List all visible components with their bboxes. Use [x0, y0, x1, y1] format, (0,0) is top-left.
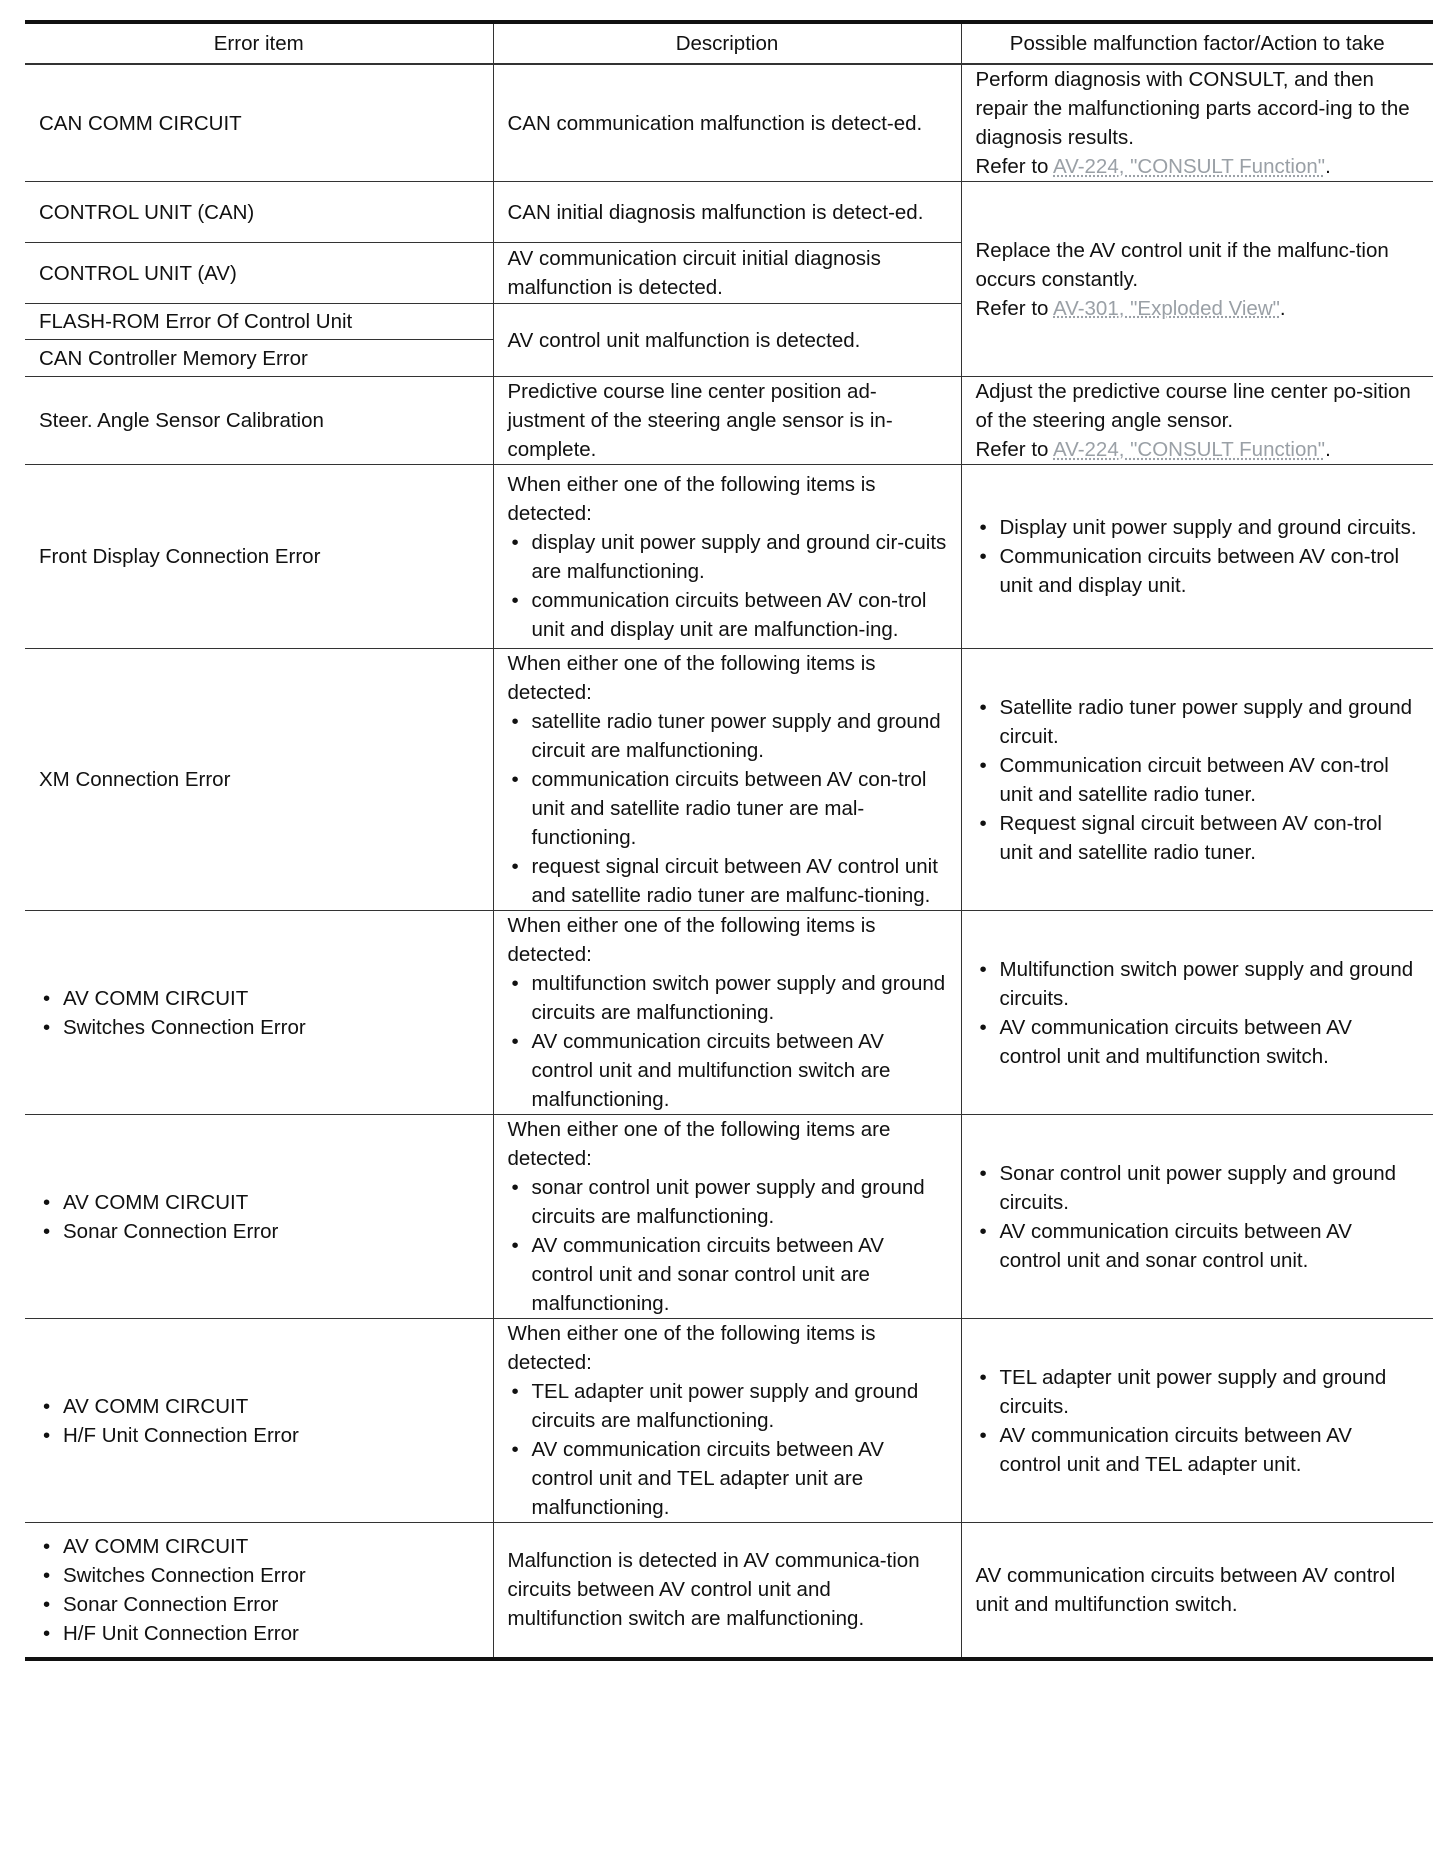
list-item: • Communication circuit between AV con-trol unit and satellite radio tuner. — [976, 751, 1420, 809]
list-item: • multifunction switch power supply and ground circuits are malfunctioning. — [508, 969, 947, 1027]
refer-to-label: Refer to — [975, 438, 1049, 461]
list-item: • AV COMM CIRCUIT — [39, 1392, 479, 1421]
list-item: • TEL adapter unit power supply and ground circuits are malfunctioning. — [508, 1377, 947, 1435]
list-item: • TEL adapter unit power supply and ground circuits. — [976, 1363, 1420, 1421]
description-cell — [493, 1319, 961, 1523]
table-row — [25, 1319, 1433, 1523]
list-item: • AV communication circuits between AV control unit and multifunction switch are malfunctioning. — [508, 1027, 947, 1114]
description-cell-shared: AV control unit malfunction is detected. — [493, 304, 961, 377]
description-intro: When either one of the following items are detected: — [507, 1118, 891, 1170]
description-cell — [493, 649, 961, 911]
list-item: • Display unit power supply and ground circuits. — [976, 513, 1420, 542]
list-item: • satellite radio tuner power supply and ground circuit are malfunctioning. — [508, 707, 947, 765]
list-item: • H/F Unit Connection Error — [39, 1619, 479, 1648]
table-row — [25, 182, 1433, 243]
description-cell: CAN communication malfunction is detect-ed. — [493, 64, 961, 182]
table-row — [25, 64, 1433, 182]
exploded-view-link[interactable]: AV-301, "Exploded View" — [1053, 296, 1280, 320]
error-item-cell — [25, 1523, 493, 1659]
consult-function-link[interactable]: AV-224, "CONSULT Function" — [1053, 155, 1326, 178]
error-item-cell — [25, 911, 493, 1115]
action-cell: AV communication circuits between AV control unit and multifunction switch. — [961, 1523, 1433, 1659]
list-item: • sonar control unit power supply and ground circuits are malfunctioning. — [508, 1173, 947, 1231]
description-cell: AV communication circuit initial diagnosis malfunction is detected. — [493, 243, 961, 304]
list-item: • AV communication circuits between AV control unit and TEL adapter unit. — [976, 1421, 1420, 1479]
action-cell — [961, 649, 1433, 911]
description-cell — [493, 465, 961, 649]
error-item-list — [39, 1532, 479, 1648]
list-item: • AV communication circuits between AV control unit and multifunction switch. — [976, 1013, 1420, 1071]
description-list — [508, 1173, 947, 1318]
list-item: • communication circuits between AV con-trol unit and satellite radio tuner are mal-functioning. — [508, 765, 947, 852]
list-item: • H/F Unit Connection Error — [39, 1421, 479, 1450]
error-item-cell — [25, 1115, 493, 1319]
action-list — [976, 1159, 1420, 1275]
table-row — [25, 1115, 1433, 1319]
action-text: Replace the AV control unit if the malfunc-tion occurs constantly. — [975, 238, 1389, 291]
error-item-cell: FLASH-ROM Error Of Control Unit — [25, 304, 493, 340]
list-item: • Request signal circuit between AV con-trol unit and satellite radio tuner. — [976, 809, 1420, 867]
refer-to-label: Refer to — [975, 155, 1049, 178]
action-cell — [961, 911, 1433, 1115]
description-intro: When either one of the following items is detected: — [507, 1322, 876, 1374]
action-list — [976, 955, 1420, 1071]
action-cell: Perform diagnosis with CONSULT, and then repair the malfunctioning parts accord-ing to the diagnosis results. Refer to AV-224, "CONSULT Function". — [961, 64, 1433, 182]
description-cell — [493, 911, 961, 1115]
list-item: • Switches Connection Error — [39, 1013, 479, 1042]
description-intro: When either one of the following items is detected: — [507, 652, 876, 704]
description-list — [508, 528, 947, 644]
error-table-document — [25, 20, 1433, 1661]
list-item: • display unit power supply and ground cir-cuits are malfunctioning. — [508, 528, 947, 586]
action-cell — [961, 465, 1433, 649]
refer-to-label: Refer to — [975, 296, 1049, 320]
list-item: • AV communication circuits between AV control unit and TEL adapter unit are malfunctioning. — [508, 1435, 947, 1522]
list-item: • Switches Connection Error — [39, 1561, 479, 1590]
header-error-item: Error item — [25, 22, 493, 64]
description-cell: Predictive course line center position ad-justment of the steering angle sensor is in-complete. — [493, 377, 961, 465]
list-item: • Multifunction switch power supply and ground circuits. — [976, 955, 1420, 1013]
description-intro: When either one of the following items is detected: — [507, 914, 876, 966]
table-row — [25, 377, 1433, 465]
header-action: Possible malfunction factor/Action to take — [961, 22, 1433, 64]
action-cell-shared: Replace the AV control unit if the malfunc-tion occurs constantly. Refer to AV-301, "Exploded View". — [961, 182, 1433, 377]
table-header-row — [25, 22, 1433, 64]
action-list — [976, 513, 1420, 600]
consult-function-link[interactable]: AV-224, "CONSULT Function" — [1053, 438, 1326, 461]
list-item: • AV COMM CIRCUIT — [39, 1532, 479, 1561]
action-text: Adjust the predictive course line center po-sition of the steering angle sensor. — [975, 380, 1411, 432]
error-item-cell: CAN COMM CIRCUIT — [25, 64, 493, 182]
error-item-list — [39, 984, 479, 1042]
list-item: • Communication circuits between AV con-trol unit and display unit. — [976, 542, 1420, 600]
list-item: • AV COMM CIRCUIT — [39, 984, 479, 1013]
table-row — [25, 649, 1433, 911]
error-item-list — [39, 1392, 479, 1450]
list-item: • AV communication circuits between AV control unit and sonar control unit are malfunctioning. — [508, 1231, 947, 1318]
action-text: Perform diagnosis with CONSULT, and then repair the malfunctioning parts accord-ing to the diagnosis results. — [975, 68, 1410, 149]
list-item: • Sonar control unit power supply and ground circuits. — [976, 1159, 1420, 1217]
list-item: • Satellite radio tuner power supply and ground circuit. — [976, 693, 1420, 751]
list-item: • request signal circuit between AV control unit and satellite radio tuner are malfunc-tioning. — [508, 852, 947, 910]
error-item-cell: XM Connection Error — [25, 649, 493, 911]
table-row — [25, 911, 1433, 1115]
list-item: • AV communication circuits between AV control unit and sonar control unit. — [976, 1217, 1420, 1275]
description-list — [508, 969, 947, 1114]
error-item-cell: Steer. Angle Sensor Calibration — [25, 377, 493, 465]
description-list — [508, 1377, 947, 1522]
list-item: • communication circuits between AV con-trol unit and display unit are malfunction-ing. — [508, 586, 947, 644]
description-cell — [493, 1115, 961, 1319]
table-row — [25, 1523, 1433, 1659]
error-item-table — [25, 20, 1433, 1661]
list-item: • Sonar Connection Error — [39, 1590, 479, 1619]
description-cell: CAN initial diagnosis malfunction is detect-ed. — [493, 182, 961, 243]
description-list — [508, 707, 947, 910]
error-item-cell — [25, 1319, 493, 1523]
header-description: Description — [493, 22, 961, 64]
description-cell: Malfunction is detected in AV communica-tion circuits between AV control unit and multifunction switch are malfunctioning. — [493, 1523, 961, 1659]
error-item-cell: CONTROL UNIT (CAN) — [25, 182, 493, 243]
action-list — [976, 1363, 1420, 1479]
action-cell: Adjust the predictive course line center po-sition of the steering angle sensor. Refer to AV-224, "CONSULT Function". — [961, 377, 1433, 465]
list-item: • Sonar Connection Error — [39, 1217, 479, 1246]
action-cell — [961, 1319, 1433, 1523]
error-item-cell: CONTROL UNIT (AV) — [25, 243, 493, 304]
description-intro: When either one of the following items is detected: — [507, 472, 876, 525]
error-item-list — [39, 1188, 479, 1246]
action-cell — [961, 1115, 1433, 1319]
error-item-cell: CAN Controller Memory Error — [25, 340, 493, 377]
action-list — [976, 693, 1420, 867]
table-row — [25, 465, 1433, 649]
list-item: • AV COMM CIRCUIT — [39, 1188, 479, 1217]
error-item-cell: Front Display Connection Error — [25, 465, 493, 649]
